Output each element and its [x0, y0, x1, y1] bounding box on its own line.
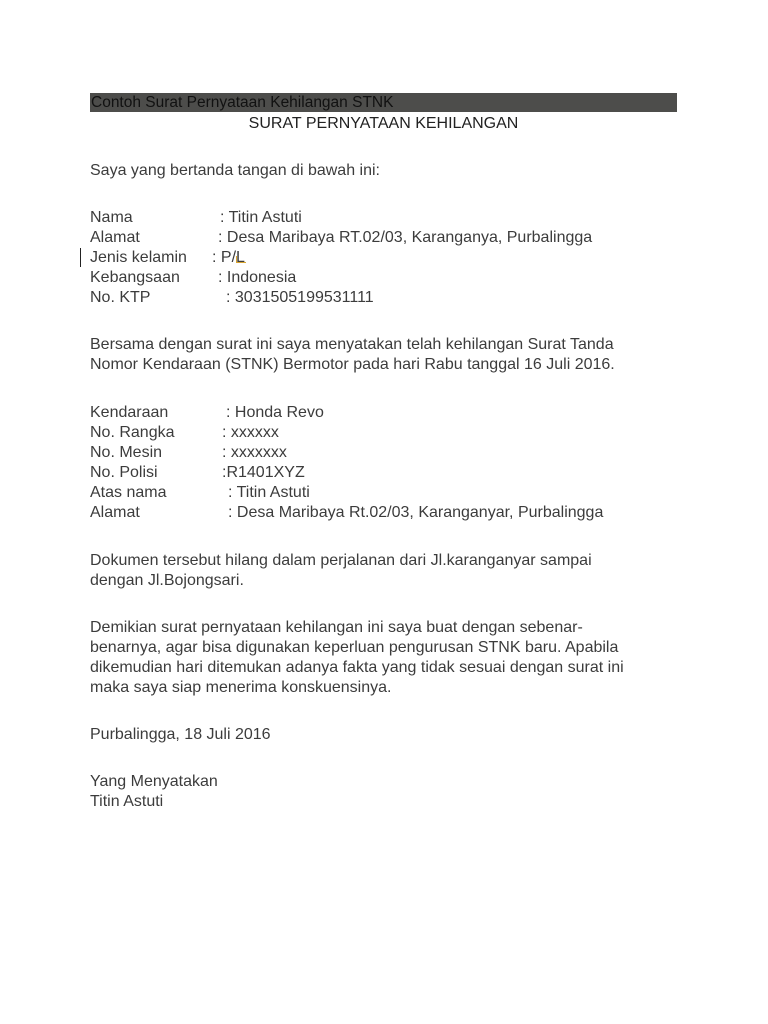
address-value: : Desa Maribaya RT.02/03, Karanganya, Purbalingga	[218, 229, 593, 246]
closing-line-4: maka saya siap menerima konskuensinya.	[90, 679, 392, 696]
signature-label: Yang Menyatakan	[90, 773, 218, 790]
ktp-label: No. KTP	[90, 289, 151, 306]
ktp-value: : 3031505199531111	[226, 289, 374, 306]
vehicle-address-label: Alamat	[90, 504, 140, 521]
closing-line-1: Demikian surat pernyataan kehilangan ini saya buat dengan sebenar-	[90, 619, 583, 636]
nationality-value: : Indonesia	[218, 269, 297, 286]
owner-label: Atas nama	[90, 484, 167, 501]
plate-number-value: :R1401XYZ	[222, 464, 305, 481]
statement-line-2: Nomor Kendaraan (STNK) Bermotor pada hari Rabu tanggal 16 Juli 2016.	[90, 356, 615, 373]
gender-label: Jenis kelamin	[90, 249, 187, 266]
vehicle-label: Kendaraan	[90, 404, 169, 421]
closing-line-2: benarnya, agar bisa digunakan keperluan pengurusan STNK baru. Apabila	[90, 639, 619, 656]
frame-number-value: : xxxxxx	[222, 424, 279, 441]
address-label: Alamat	[90, 229, 140, 246]
frame-number-label: No. Rangka	[90, 424, 175, 441]
name-label: Nama	[90, 209, 133, 226]
document-title: SURAT PERNYATAAN KEHILANGAN	[248, 115, 519, 132]
vehicle-address-value: : Desa Maribaya Rt.02/03, Karanganyar, Purbalingga	[228, 504, 604, 521]
vehicle-value: : Honda Revo	[226, 404, 324, 421]
lost-info-line-1: Dokumen tersebut hilang dalam perjalanan dari Jl.karanganyar sampai	[90, 552, 592, 569]
lost-info-line-2: dengan Jl.Bojongsari.	[90, 572, 244, 589]
plate-number-label: No. Polisi	[90, 464, 158, 481]
text-cursor	[80, 248, 81, 267]
signature-name: Titin Astuti	[90, 793, 164, 810]
gender-value: : P/L	[212, 249, 245, 266]
place-date: Purbalingga, 18 Juli 2016	[90, 726, 271, 743]
annotation-mark-icon	[236, 256, 246, 263]
header-banner-text: Contoh Surat Pernyataan Kehilangan STNK	[91, 94, 394, 111]
engine-number-value: : xxxxxxx	[222, 444, 287, 461]
intro-text: Saya yang bertanda tangan di bawah ini:	[90, 162, 380, 179]
nationality-label: Kebangsaan	[90, 269, 180, 286]
statement-line-1: Bersama dengan surat ini saya menyatakan telah kehilangan Surat Tanda	[90, 336, 614, 353]
engine-number-label: No. Mesin	[90, 444, 163, 461]
closing-line-3: dikemudian hari ditemukan adanya fakta yang tidak sesuai dengan surat ini	[90, 659, 624, 676]
owner-value: : Titin Astuti	[228, 484, 310, 501]
name-value: : Titin Astuti	[220, 209, 302, 226]
